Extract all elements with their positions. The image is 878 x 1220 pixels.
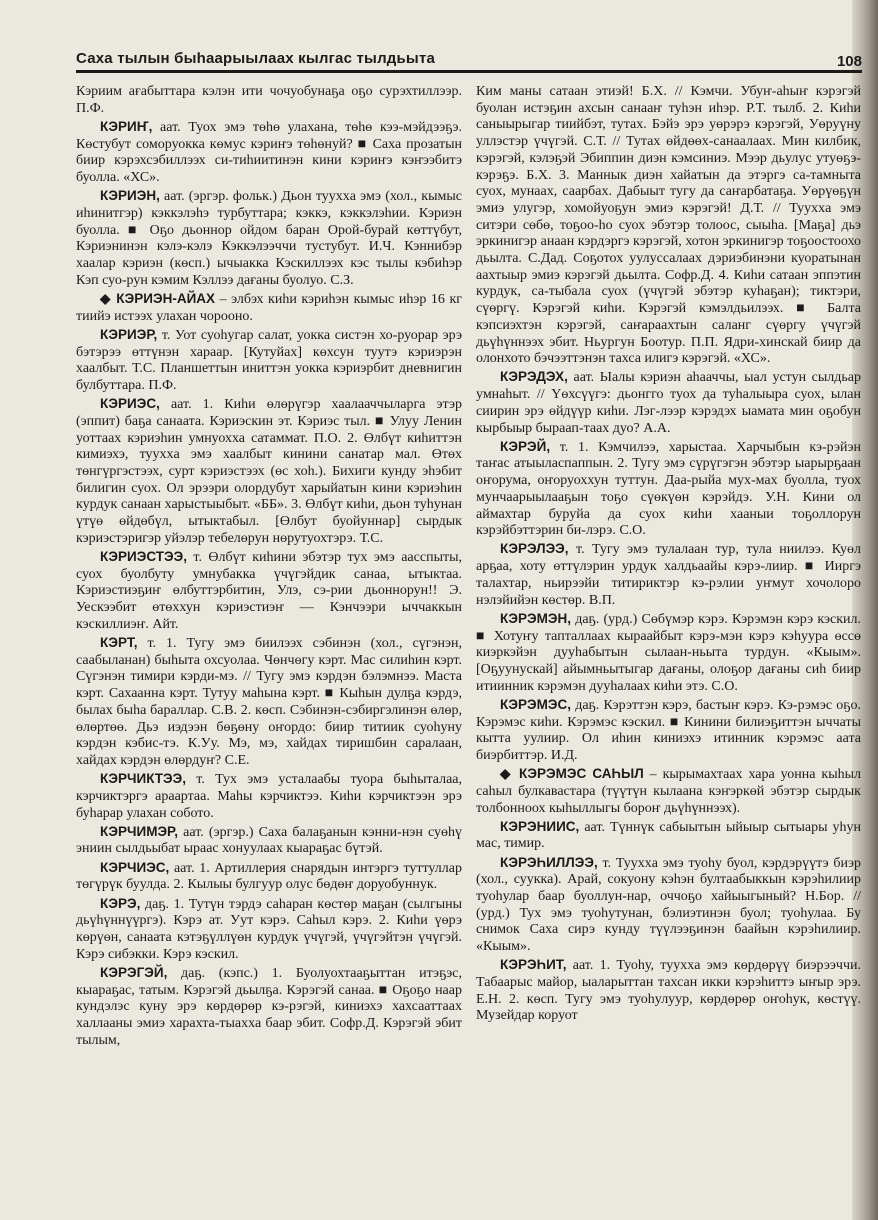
dictionary-entry xyxy=(76,188,462,289)
page-header xyxy=(76,44,862,73)
entry-definition: аат. (эргэр. фольк.) Дьон тууххa эмэ (хол., кымыс иһинитгэр) кэккэлэһэ турбуттара; кэккэ, кэккэлэһии. Кэриэн буолла. ■ Оҕо дьоннор ойдом баран Орой-бурай көттүбут, Кэриэнинэн кэлэ-кэлэ Кэккэлээччи тустубут. И.Ч. Кэннибэр хаалар кэриэн (көсп.) ычыакка Кэскиллээх кэс тылы кэбиһэр Кэп суо-рун кэмим Кэллээ дағаны буолуо. С.З. xyxy=(76,189,462,288)
dictionary-entry xyxy=(476,369,861,437)
dictionary-entry xyxy=(76,896,462,964)
dictionary-entry xyxy=(476,957,861,1025)
entry-headword: КЭРЧИМЭР, xyxy=(100,823,178,839)
dictionary-entry xyxy=(476,697,861,765)
left-column xyxy=(76,84,462,1194)
dictionary-entry xyxy=(76,396,462,547)
dictionary-entry xyxy=(476,84,861,368)
entry-definition: т. Тугу эмэ тулалаан тур, тула ниилээ. Куөл арҕаа, хоту өттүлэрин урдук халдьаайы кэрэ-лиир. ■ Ииргэ талахтар, ньирээйи титириктэр кэ-рэлии уҥмут хочолоро нэлэйийэн көстөр. В.П. xyxy=(476,542,861,608)
entry-headword: КЭРЧИЭС, xyxy=(100,859,170,875)
entry-definition: аат. 1. Туоһу, тууххa эмэ көрдөрүү биэрээччи. Табаарыс майор, ыаларыттан тахсан икки кэрэһиттэ ыҥыр эрэ. Е.Н. 2. көсп. Тугу эмэ туоһулуур, көрдөрөр оҥоһук, көстүү. Музейдар коруот xyxy=(476,958,861,1024)
dictionary-entry xyxy=(76,824,462,858)
dictionary-entry xyxy=(76,119,462,187)
entry-definition: т. Уот суоһугар салат, уокка систэн хо-руорар эрэ бэтэрээ өттүнэн хараар. [Кутуйах] көхсун туутэ кэриэрэн хаалбыт. Т.С. Планшеттын иниттэн уокка кэриэрбит дневнигин булбуттара. П.Ф. xyxy=(76,327,462,393)
entry-headword: КЭРЭМЭС, xyxy=(500,696,571,712)
entry-headword: КЭРЭЙ, xyxy=(500,438,551,454)
dictionary-entry xyxy=(476,855,861,956)
entry-definition: даҕ. (кэпс.) 1. Буолуохтааҕыттан итэҕэс, кыараҕас, татым. Кэрэгэй дьылҕа. Кэрэгэй санаа. ■ Оҕоҕо наар кундэлэс куну эрэ көрдөрөр кэ-рэгэй, киниэхэ хахсааттаах халлааны эмиэ харахта-тыахха баар эбит. Софр.Д. Кэрэгэй эбит тылым, xyxy=(76,965,462,1048)
entry-definition: аат. 1. Артиллерия снарядын интэргэ туттуллар төгүрүк буулда. 2. Кылыы булгуур олус бөдөҥ доруобуннук. xyxy=(76,860,462,893)
entry-headword: КЭРЭ, xyxy=(100,895,141,911)
entry-headword: КЭРИЭН, xyxy=(100,188,160,204)
entry-headword: КЭРЭНИИС, xyxy=(500,818,580,834)
entry-headword: КЭРЭЛЭЭ, xyxy=(500,541,569,557)
dictionary-entry xyxy=(76,327,462,395)
dictionary-entry xyxy=(476,611,861,696)
entry-definition: т. 1. Кэмчилээ, харыстаа. Харчыбын кэ-рэйэн таҥас атыылаcпаппын. 2. Тугу эмэ сүрүгэгэн эбэтэр ыарырҕаан оҥорума, оҥоруоххун туттун. Даа-рыйа мух-мах буолла, туох мунчаарыылааҕын тоҕо сүөкүөн кэрэйдэ. У.Н. Кини ол аймахтар буруйа да суох киһи хааныи тоҕоллорун кэрэйбэттэрин би-лэрэ. С.О. xyxy=(476,439,861,539)
page-number: 108 xyxy=(836,53,862,70)
entry-headword: ◆ КЭРИЭН-АЙАХ xyxy=(100,290,216,306)
entry-headword: КЭРЭГЭЙ, xyxy=(100,964,168,980)
dictionary-entry xyxy=(476,541,861,609)
entry-headword: КЭРИЭР, xyxy=(100,326,158,342)
entry-headword: КЭРИЭС, xyxy=(100,396,160,412)
entry-definition: Ким маны сатаан этиэй! Б.Х. // Кэмчи. Убуҥ-аһыҥ кэрэгэй буолан истэҕин ахсын санааҥ туһэн иһэр. Р.Т. тылб. 2. Киһи саныырыгар тиийбэт, тутах. Бэйэ эрэ уөрэрэ кэрэгэй, Уөруүну уллэстэр үчүгэй. С.Т. // Тутах өйдөөх-санаалаах. Мин килбик, кэрэгэй, кэлэҕэй Эбиппин диэн кэмсиниэ. Мээр дьулус утуөҕэ-кэрэҕэ. Б.Х. 3. Маннык диэн хайатын да этэргэ са-тамныта суох, мунаах, саарбах. Дабыыт тугу да саҥарбатаҕа. Уөрүөҕүн эмиэ улугэр, хомойуоҕун эмиэ кэрэгэй! Д.Т. // Тууххa эмэ ситэри сөбө, тоҕоо-һо суох эбэтэр толоос, сыыһа. [Маҕа] дьэ эркинигэр анаан кэрдэргэ кэрэгэй, хотон эркинигэр тоҕоостоохо дьылта. С.Дад. Соҕотох уулуссалаах дэриэбинэни куоратынан аахтыыр эмиэ кэрэгэй дьылта. Софр.Д. 4. Киһи сатаан эппэтин курдук, са-тыбала суох (үчүгэй эбэтэр куһаҕан); тиктэри, сүөргү. Кэрэгэй киһи. Кэрэгэй кэмэлдьилээх. ■ Балта кэпсиэхтэн кэрэгэй, саҥараахтын саланг сүөргу үчүгэй дьүһүннээх эбит. Ньургун Боотур. П.П. Ядри-хинскай биир да олонхото бэчээттэнэн тахса илигэ кэрэгэй. «ХС». xyxy=(476,84,861,367)
entry-definition: даҕ. (урд.) Сөбүмэр кэрэ. Кэрэмэн кэрэ кэскил. ■ Хотуҥу тапталлаах кыраайбыт кэрэ-мэн кэрэ кэһуура өссө киэркэйэн дууһабытын сылаан-ньыта турдун. «Кыым». [Оҕуунускай] айымньытыгар дағаны, олоҕор дағаны сиһ биир итиинник кэрэмэн дууһалаах киһи этэ. С.О. xyxy=(476,611,861,694)
entry-definition: т. Тууххa эмэ туоһу буол, кэрдэрүүтэ биэр (хол., суукка). Арай, сокуону кэһэн бултаабыккын кэрэһилиир туоһулар баар буоллун-нар, оччоҕо хайыыгыный? Н.Бор. // (урд.) Тух эмэ туоһутунан, бэлиэтинэн буол; туоһулаа. Бу снимок Саха сирэ кунду түүлээҕинэн баайын кэрэһилиир. «Кыым». xyxy=(476,855,861,955)
entry-definition: т. Тух эмэ усталаабы туора быһыталаа, кэрчиктэргэ араартаа. Маһы кэрчиктээ. Киһи кэрчиктээн эрэ буһарар улахан собото. xyxy=(76,772,462,821)
dictionary-entry xyxy=(76,549,462,634)
dictionary-entry xyxy=(476,766,861,817)
entry-headword: ◆ КЭРЭМЭС САҺЫЛ xyxy=(500,766,644,782)
entry-headword: КЭРЭҺИЛЛЭЭ, xyxy=(500,854,598,870)
running-title: Саха тылын быһаарыылаах кылгас тылдьыта xyxy=(76,50,436,67)
entry-headword: КЭРТ, xyxy=(100,635,138,650)
entry-headword: КЭРЭДЭХ, xyxy=(500,369,568,385)
dictionary-entry xyxy=(476,819,861,853)
entry-definition: – элбэх киһи кэриһэн кымыс иһэр 16 кг тиийэ истээх улахан чороонo. xyxy=(76,291,462,324)
dictionary-entry xyxy=(76,291,462,325)
entry-definition: – кырымахтаах хара уонна кыһыл саһыл булкавастара (түүтүн кылаана кэҥэркөй эбэтэр сырдык толбонноох кыһыллыгы бороҥ дьүһүннээх). xyxy=(476,767,861,816)
dictionary-entry xyxy=(76,860,462,894)
entry-definition: аат. Түннүк сабыытын ыйыыр сытыары уһун мас, тимир. xyxy=(476,819,861,852)
entry-definition: аат. (эргэр.) Саха балаҕанын кэнни-нэн суөһү эниин сылдьыбат ыраас хонуулаах кыараҕас бүтэй. xyxy=(76,824,462,857)
entry-headword: КЭРЭҺИТ, xyxy=(500,957,567,973)
entry-definition: т. 1. Тугу эмэ биилээх сэбинэн (хол., сүгэнэн, саабыланан) быһыта охсуолаа. Чөнчөгу кэрт. Мас силиһин кэрт. Сүгэнэн тимири кэрди-мэ. // Тугу эмэ кэрдэн бэлэмнээ. Маста кэрт. Сахаанна кэрт. Тутуу маһына кэрт. ■ Кыһын дулҕа кэрдэ, былах быһа бараллар. С.В. 2. көсп. Сэбинэн-сэбиргэлинэн өлөр, өлөртөө. Дьэ иэдээн бөҕөну оҥордо: биир титиик суоһуну кэрдэн кэбис-тэ. К.Уу. Мэ, мэ, хайдах тиришбин саралаан, хайдах кэрдэн өлөрдуҥ? С.Е. xyxy=(76,636,462,768)
entry-headword: КЭРЧИКТЭЭ, xyxy=(100,771,186,787)
right-column xyxy=(476,84,861,1194)
entry-headword: КЭРИЭСТЭЭ, xyxy=(100,548,187,564)
entry-definition: аат. Ыалы кэриэн аһааччы, ыал устун сылдьар умнаһыт. // Үөхсүүгэ: дьонгго туох да туһалыыра суох, ылан сиирин эрэ өйдүүр киһи. Лэг-лээр кэрэдэх ыамата мин оҕобун кырбыыр быраап-таах дуо? А.А. xyxy=(476,370,861,436)
dictionary-entry xyxy=(476,439,861,540)
dictionary-entry xyxy=(76,84,462,117)
entry-definition: даҕ. Кэрэттэн кэрэ, бастыҥ кэрэ. Кэ-рэмэс оҕо. Кэрэмэс киһи. Кэрэмэс кэскил. ■ Кинини билиэҕиттэн ыччаты кытта уулиир. Ол иһин киниэхэ итинник кэрэмэс аата биэрбиттэр. И.Д. xyxy=(476,697,861,763)
dictionary-entry xyxy=(76,771,462,822)
entry-definition: т. Өлбүт киһини эбэтэр тух эмэ аасcпыты, суох буолбуту умнубакка үчүгэйдик санаа, ытыктаа. Кэриэстиэҕиҥ өлбуттэрбитин, Улэ, сэ-рии дьоннорун!! Э. Уескээбит өтөххун кэриэстиэҥ — Кэнчээри ыччаккын кэскиллиэҥ. Айт. xyxy=(76,549,462,632)
entry-definition: даҕ. 1. Тутүн тэрдэ саһаран көстөр маҕан (сылгыны дьүһүннүүргэ). Кэрэ ат. Уут кэрэ. Саһыл кэрэ. 2. Киһи үөрэ көрүөн, санаата кэтэҕүллүөн курдук үчүгэй, үчүгэйтэн үчүгэй. Кэрэ сибэкки. Кэрэ кэскил. xyxy=(76,896,462,962)
dictionary-entry xyxy=(76,965,462,1050)
entry-headword: КЭРЭМЭН, xyxy=(500,610,571,626)
entry-definition: Кэриим ағабыттара кэлэн ити чочуобунаҕа оҕо сурэхтиллээр. П.Ф. xyxy=(76,84,462,116)
entry-definition: аат. 1. Киһи өлөрүгэр хаалааччыларга этэр (эппит) баҕа санаата. Кэриэскин эт. Кэриэс тыл. ■ Улуу Ленин уоттаах кэриэһин умнуохха сатаммат. П.О. 2. Өлбүт киһиттэн кимиэхэ, тууххa эмэ хаалбыт кинини санатар мал. Өтөх төнгүргэстээх, сурт кэриэстээх (өс хоһ.). Бихиги кунду эһэбит билигин суох. Ол эрээри олордубут харыйатын кини кэриэһин курдук санаан харыстыыбыт. «ББ». 3. Өлбүт киһи, дьон туһунан үтүө өйдөбүл, ытыктабыл. [Өлбут буойуннар] сырдык кэриэстэригэр уйэлэр тебелөрун нөрутуохтэрэ. Т.С. xyxy=(76,397,462,546)
entry-headword: КЭРИҤ, xyxy=(100,118,153,134)
dictionary-entry xyxy=(76,635,462,770)
entry-definition: аат. Туох эмэ төһө улахана, төһө кээ-мэйдээҕэ. Көстубут соморуокка көмус кэриҥэ төһөнуй? ■ Саха прозатын биир кэрэхсэбиллээх си-тиһиитинэн кини кэриҥэ кэҥээбитэ буолла. «ХС». xyxy=(76,119,462,186)
